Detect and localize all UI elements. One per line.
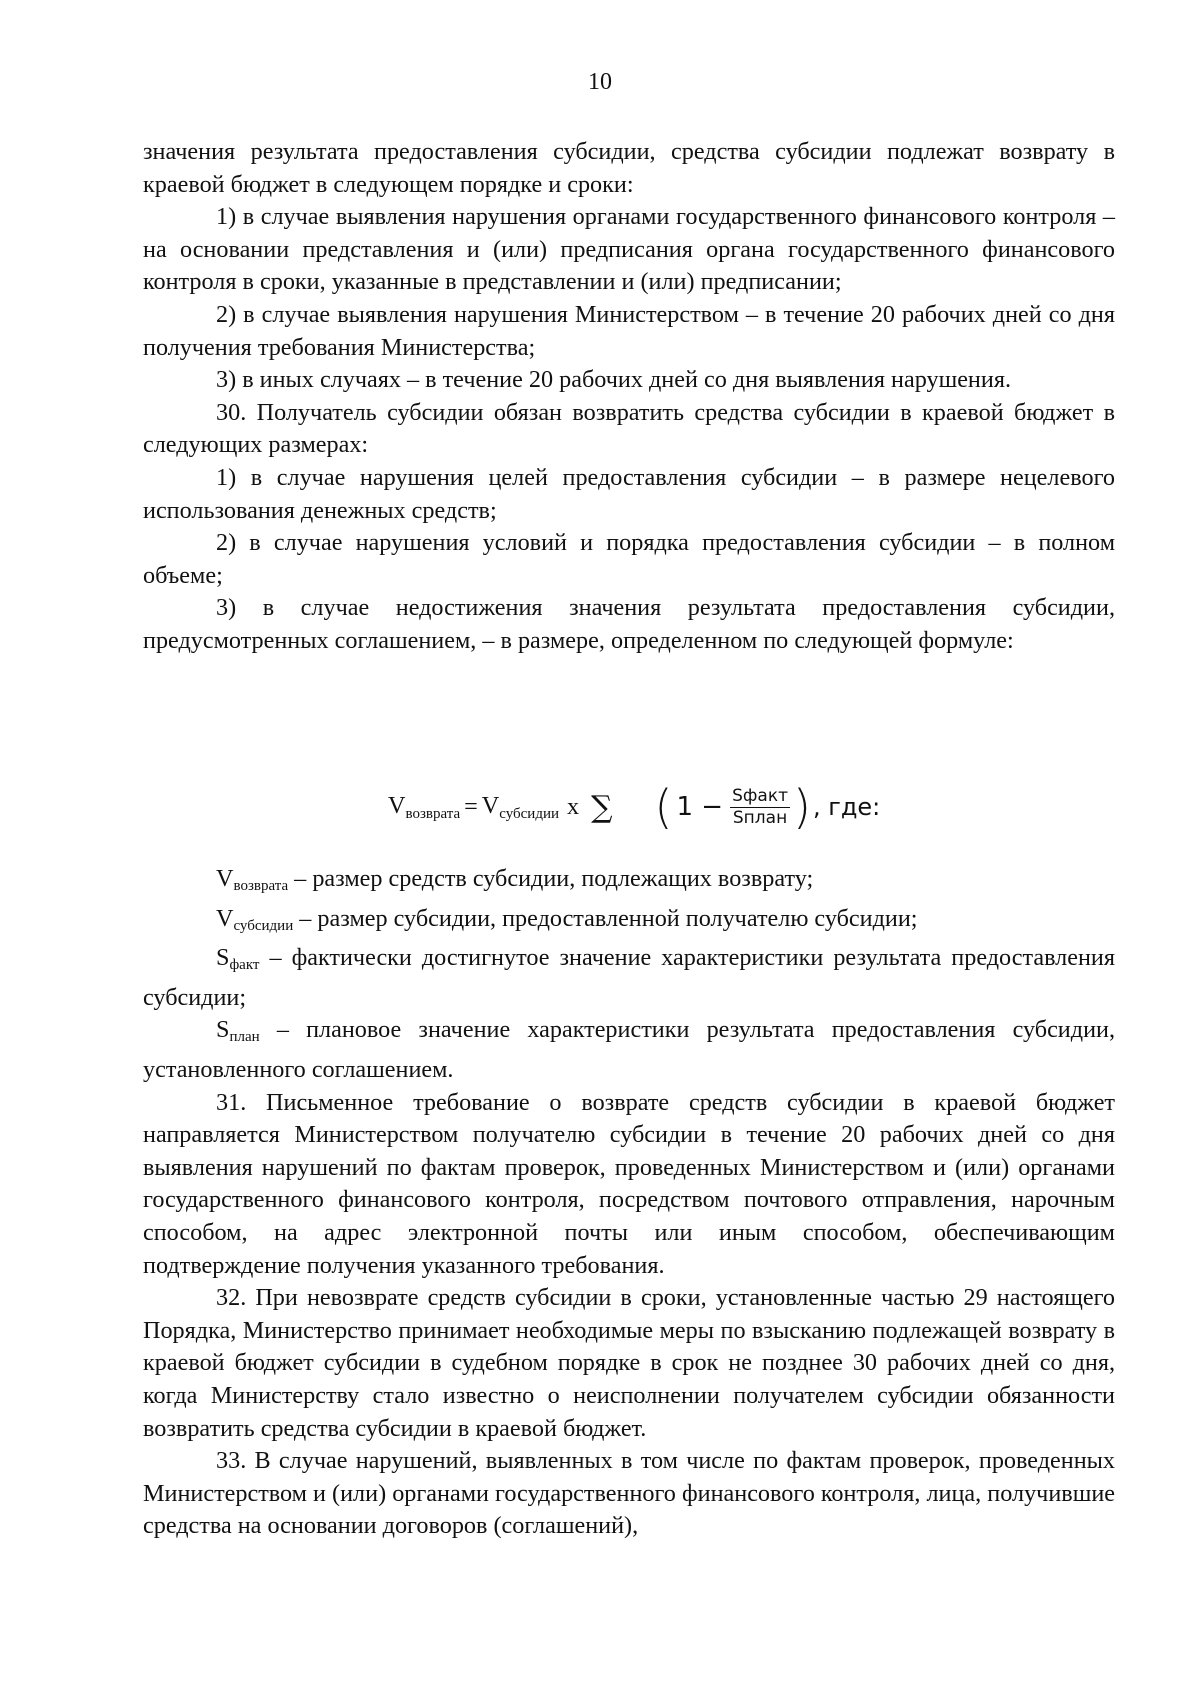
paragraph-30-item-3: 3) в случае недостижения значения результата предоставления субсидии, предусмотренных соглашением, – в размере, определенном по следующей формуле: — [143, 594, 1115, 654]
paragraph-31: 31. Письменное требование о возврате средств субсидии в краевой бюджет направляется Министерством получателю субсидии в течение 20 рабочих дней со дня выявления нарушений по фактам проверок, проведенных Министерством и (или) органами государственного финансового контроля, посредством почтового отправления, нарочным способом, на адрес электронной почты или иным способом, обеспечивающим подтверждение получения указанного требования. — [143, 1088, 1115, 1279]
formula-fraction — [730, 787, 790, 828]
paragraph-32: 32. При невозврате средств субсидии в сроки, установленные частью 29 настоящего Порядка, Министерство принимает необходимые меры по взысканию подлежащей возврату в краевой бюджет субсидии в судебном порядке в срок не позднее 30 рабочих дней со дня, когда Министерству стало известно о неисполнении получателем субсидии обязанности возвратить средства субсидии в краевой бюджет. — [143, 1284, 1115, 1442]
paragraph-item-1: 1) в случае выявления нарушения органами государственного финансового контроля – на основании представления и (или) предписания органа государственного финансового контроля в сроки, указанные в представлении и (или) предписании; — [143, 203, 1115, 296]
formula-sigma: ∑ — [591, 789, 613, 825]
definition-s-fact: Sфакт – фактически достигнутое значение характеристики результата предоставления субсидии; — [143, 944, 1115, 1011]
paragraph-item-2: 2) в случае выявления нарушения Министерством – в течение 20 рабочих дней со дня получения требования Министерства; — [143, 300, 1115, 361]
formula-v-subsidy: $V_{субсидии}$ — [481, 791, 560, 822]
formula-times: x — [567, 793, 580, 820]
formula-close-paren: ) — [793, 780, 811, 834]
formula-where: , где: — [812, 793, 881, 821]
formula-one-minus: 1 − — [676, 792, 724, 822]
return-formula — [388, 777, 880, 837]
definition-v-return: Vвозврата – размер средств субсидии, подлежащих возврату; — [216, 865, 814, 894]
paragraph-33: 33. В случае нарушений, выявленных в том числе по фактам проверок, проведенных Министерством и (или) органами государственного финансового контроля, лица, получившие средства на основании договоров (соглашений), — [143, 1447, 1115, 1540]
formula-numerator: Sфакт — [732, 785, 788, 806]
definitions-and-rest-block — [143, 863, 1115, 1543]
formula-denominator: Sплан — [732, 807, 788, 828]
top-text-block — [143, 136, 1115, 658]
paragraph-30-item-2: 2) в случае нарушения условий и порядка предоставления субсидии – в полном объеме; — [143, 529, 1115, 589]
definition-s-plan: Sплан – плановое значение характеристики результата предоставления субсидии, установленного соглашением. — [143, 1016, 1115, 1083]
formula-equals: = — [464, 793, 478, 820]
paragraph-item-3: 3) в иных случаях – в течение 20 рабочих дней со дня выявления нарушения. — [216, 366, 1011, 394]
paragraph-30: 30. Получатель субсидии обязан возвратить средства субсидии в краевой бюджет в следующих размерах: — [143, 398, 1115, 459]
paragraph-continuation: значения результата предоставления субсидии, средства субсидии подлежат возврату в краевой бюджет в следующем порядке и сроки: — [143, 138, 1115, 198]
definition-v-subsidy: Vсубсидии – размер субсидии, предоставленной получателю субсидии; — [216, 904, 918, 934]
formula-open-paren: ( — [654, 780, 673, 834]
formula-v-return: $V_{возврата}$ — [388, 791, 461, 822]
paragraph-30-item-1: 1) в случае нарушения целей предоставления субсидии – в размере нецелевого использования денежных средств; — [143, 463, 1115, 524]
page-number: 10 — [588, 69, 612, 95]
